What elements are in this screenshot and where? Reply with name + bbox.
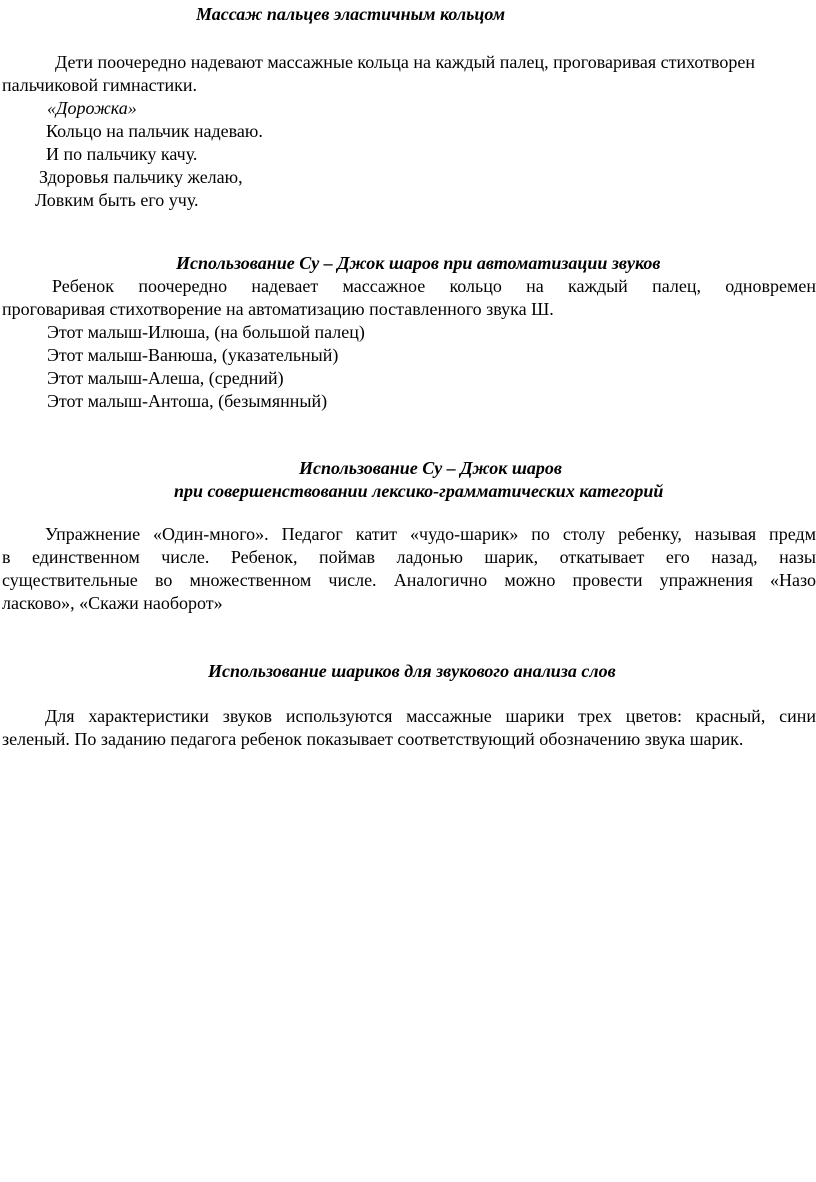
paragraph-line: существительные во множественном числе. Аналогично можно провести упражнения «Назо xyxy=(2,570,816,590)
section-title-sujok-grammar: Использование Су – Джок шаров xyxy=(299,458,562,478)
poem-line: Ловким быть его учу. xyxy=(35,190,199,210)
poem-title: «Дорожка» xyxy=(47,98,137,118)
paragraph-line: зеленый. По заданию педагога ребенок показывает соответствующий обозначению звука шарик. xyxy=(2,729,744,749)
paragraph-line: Ребенок поочередно надевает массажное кольцо на каждый палец, одновремен xyxy=(52,276,816,296)
poem-line: Этот малыш-Алеша, (средний) xyxy=(47,368,284,388)
paragraph-line: ласково», «Скажи наоборот» xyxy=(2,593,223,613)
poem-line: Этот малыш-Ванюша, (указательный) xyxy=(47,345,339,365)
paragraph-line: пальчиковой гимнастики. xyxy=(2,75,198,95)
poem-line: Этот малыш-Илюша, (на большой палец) xyxy=(47,322,365,342)
section-title-ring: Массаж пальцев эластичным кольцом xyxy=(196,4,506,24)
poem-line: Этот малыш-Антоша, (безымянный) xyxy=(47,391,328,411)
section-title-sujok-sounds: Использование Су – Джок шаров при автоматизации звуков xyxy=(176,253,661,273)
paragraph-line: проговаривая стихотворение на автоматизацию поставленного звука Ш. xyxy=(2,299,554,319)
poem-line: Здоровья пальчику желаю, xyxy=(39,167,243,187)
section-title-analysis: Использование шариков для звукового анализа слов xyxy=(208,661,616,681)
poem-line: Кольцо на пальчик надеваю. xyxy=(46,121,263,141)
section-subtitle-sujok-grammar: при совершенствовании лексико-грамматических категорий xyxy=(174,481,664,501)
paragraph-line: Для характеристики звуков используются массажные шарики трех цветов: красный, сини xyxy=(45,706,816,726)
paragraph-line: в единственном числе. Ребенок, поймав ладонью шарик, откатывает его назад, назы xyxy=(2,547,816,567)
poem-line: И по пальчику качу. xyxy=(46,144,198,164)
paragraph-line: Дети поочередно надевают массажные кольца на каждый палец, проговаривая стихотворен xyxy=(55,52,756,72)
paragraph-line: Упражнение «Один-много». Педагог катит «чудо-шарик» по столу ребенку, называя предм xyxy=(45,524,816,544)
